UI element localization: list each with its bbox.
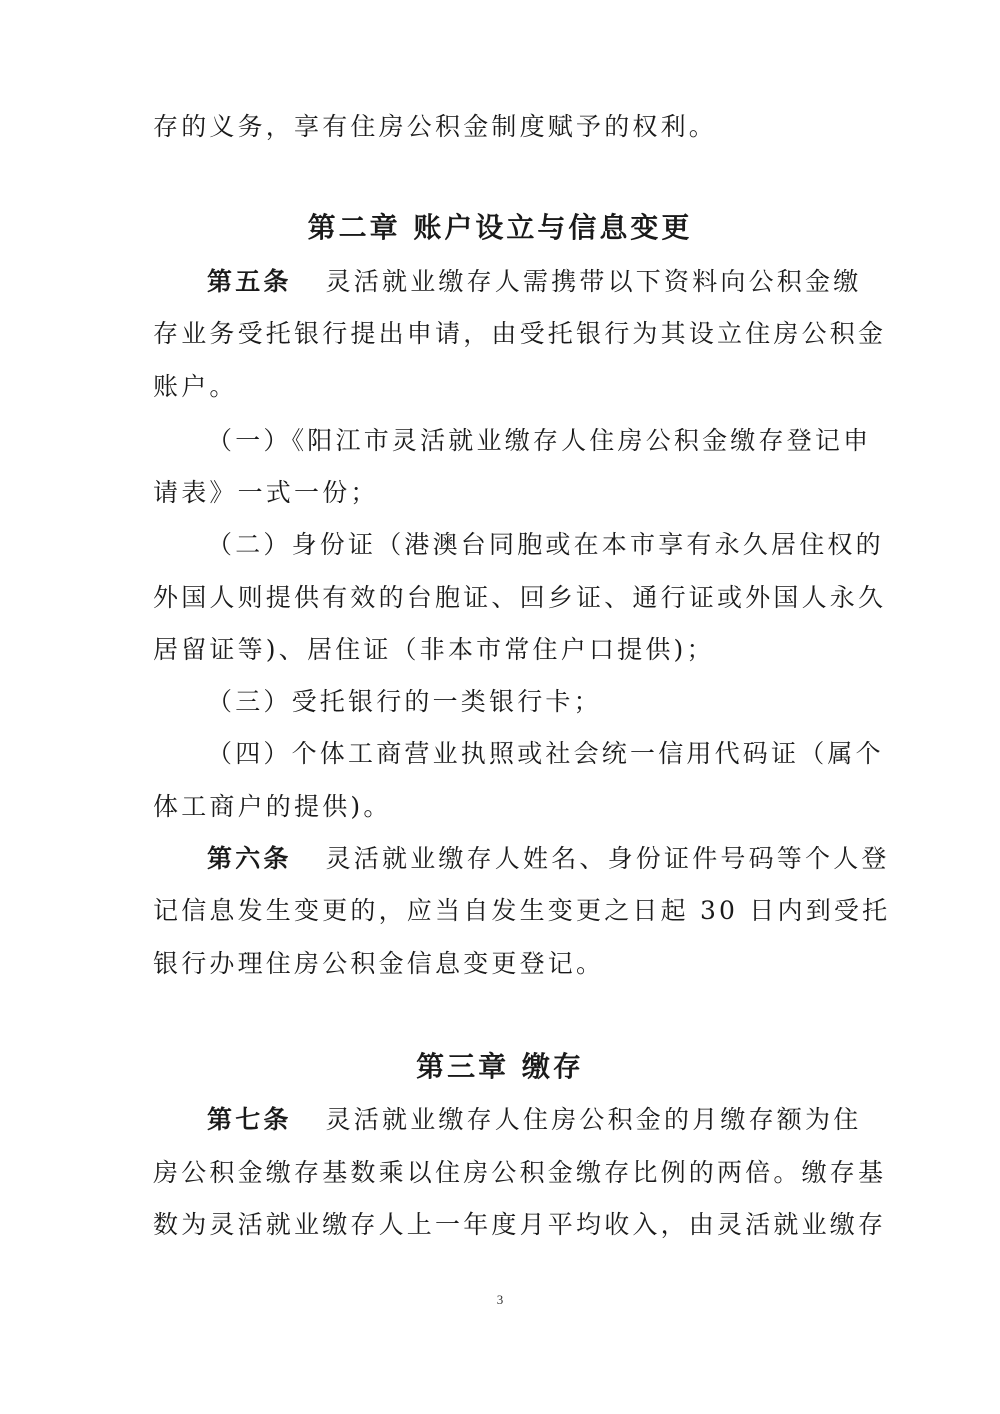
paragraph-line: 房公积金缴存基数乘以住房公积金缴存比例的两倍。缴存基: [153, 1158, 887, 1187]
paragraph-line: 账户。: [153, 372, 238, 401]
list-item-2-line-3: 居留证等)、居住证（非本市常住户口提供)；: [153, 635, 715, 664]
article-5-label: 第五条: [207, 267, 292, 296]
list-item-4-line-2: 体工商户的提供)。: [153, 792, 392, 821]
list-item-2-line-2: 外国人则提供有效的台胞证、回乡证、通行证或外国人永久: [153, 583, 887, 612]
article-6-text: 灵活就业缴存人姓名、身份证件号码等个人登: [325, 844, 890, 873]
page-number: 3: [496, 1292, 504, 1307]
list-item-3-line-1: （三）受托银行的一类银行卡；: [207, 687, 602, 716]
list-item-1-line-1: （一）《阳江市灵活就业缴存人住房公积金缴存登记申: [207, 426, 872, 455]
chapter-heading-2: 第二章 账户设立与信息变更: [307, 211, 693, 244]
paragraph-line: 银行办理住房公积金信息变更登记。: [153, 949, 605, 978]
paragraph-line: 存的义务，享有住房公积金制度赋予的权利。: [153, 112, 718, 141]
chapter-heading-3: 第三章 缴存: [416, 1050, 584, 1083]
paragraph-line: 记信息发生变更的，应当自发生变更之日起 30 日内到受托: [153, 896, 891, 925]
article-7-text: 灵活就业缴存人住房公积金的月缴存额为住: [325, 1105, 862, 1134]
list-item-2-line-1: （二）身份证（港澳台同胞或在本市享有永久居住权的: [207, 530, 884, 559]
article-5-line-1: [207, 269, 861, 294]
article-6-line-1: [207, 846, 890, 871]
article-6-label: 第六条: [207, 844, 292, 873]
list-item-4-line-1: （四）个体工商营业执照或社会统一信用代码证（属个: [207, 739, 884, 768]
paragraph-line: 存业务受托银行提出申请，由受托银行为其设立住房公积金: [153, 319, 887, 348]
list-item-1-line-2: 请表》一式一份；: [153, 478, 379, 507]
paragraph-line: 数为灵活就业缴存人上一年度月平均收入，由灵活就业缴存: [153, 1210, 887, 1239]
article-7-label: 第七条: [207, 1105, 292, 1134]
article-7-line-1: [207, 1107, 861, 1132]
article-5-text: 灵活就业缴存人需携带以下资料向公积金缴: [325, 267, 862, 296]
